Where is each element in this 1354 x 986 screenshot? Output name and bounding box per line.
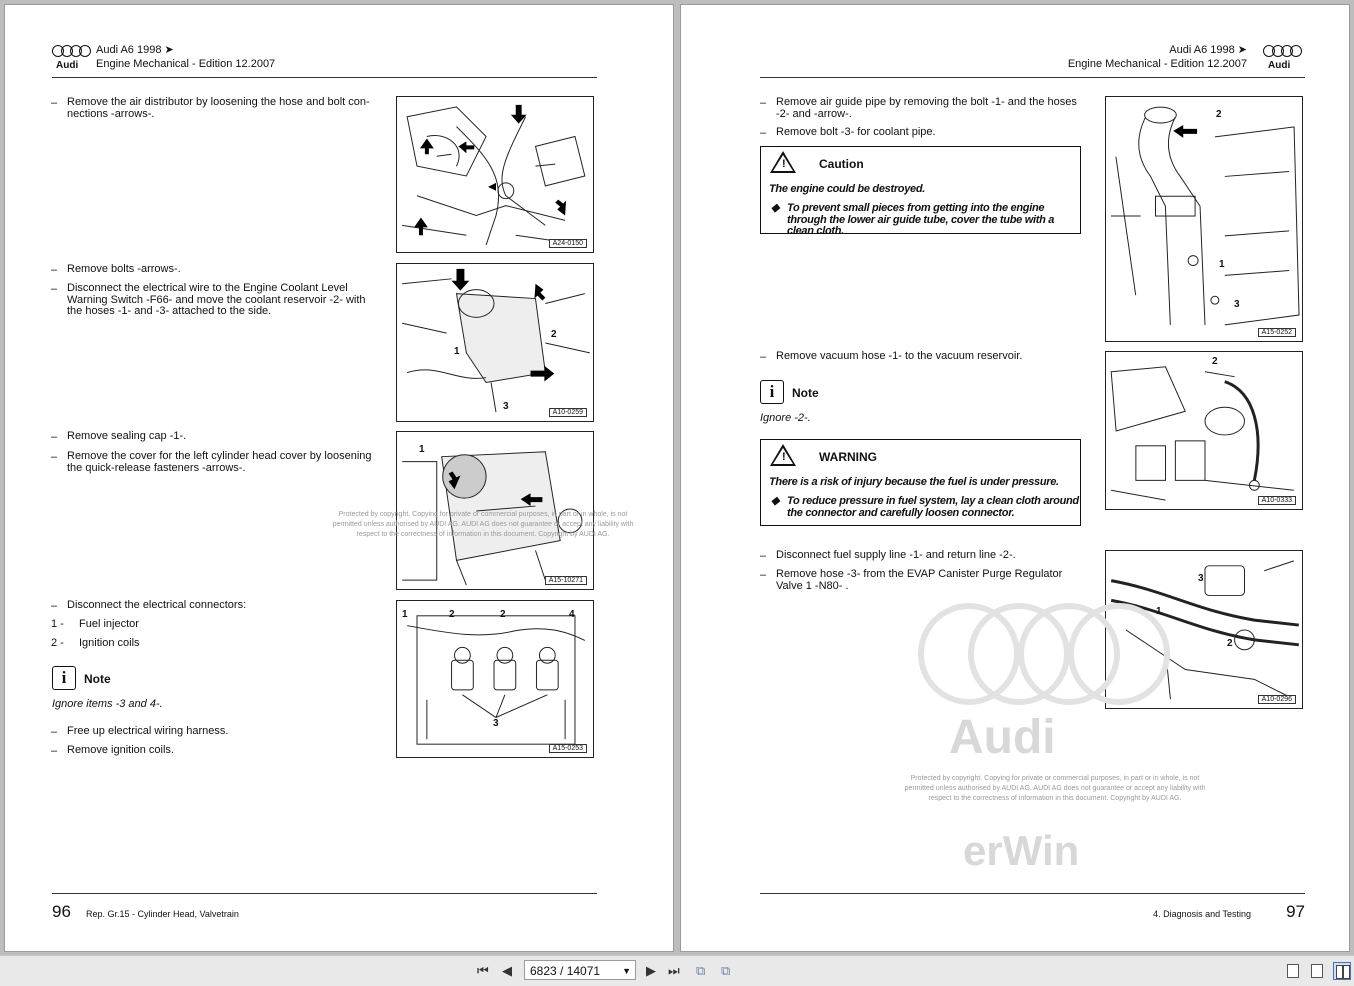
continuous-page-icon[interactable] xyxy=(1311,964,1323,978)
callout: 1 xyxy=(419,444,425,455)
bullet: – xyxy=(760,97,767,109)
list-num: 2 - xyxy=(51,637,64,649)
figure-coolant-reservoir xyxy=(396,263,594,422)
bullet: – xyxy=(51,451,58,463)
step-text: Remove hose -3- from the EVAP Canister Purge Regulator Valve 1 -N80- . xyxy=(776,568,1063,592)
step-text: Remove sealing cap -1-. xyxy=(67,430,187,442)
step-text: Disconnect the electrical wire to the Engine Coolant Level Warning Switch -F66- and move the coolant reservoir -2- with the hoses -1- and -3- attached to the side. xyxy=(67,282,366,317)
watermark-tool: erWin xyxy=(963,827,1080,874)
warning-text: To reduce pressure in fuel system, lay a clean cloth around the connector and carefully loosen connector. xyxy=(787,495,1079,519)
list-text: Fuel injector xyxy=(79,618,139,630)
callout: 2 xyxy=(1227,638,1233,649)
callout: 1 xyxy=(1219,259,1225,270)
bullet: – xyxy=(51,745,58,757)
warning-bullet: ◆ xyxy=(771,495,780,507)
bullet: – xyxy=(760,569,767,581)
engine-illustration xyxy=(1106,97,1302,341)
callout: 2 xyxy=(449,609,455,620)
note-text: Ignore -2-. xyxy=(760,412,811,424)
step-text: Remove vacuum hose -1- to the vacuum reservoir. xyxy=(776,350,1023,362)
figure-id: A10-0259 xyxy=(549,408,587,417)
header-subtitle: Engine Mechanical - Edition 12.2007 xyxy=(96,58,276,70)
last-page-icon[interactable]: ⏭ xyxy=(668,963,680,978)
next-page-icon[interactable]: ▶ xyxy=(646,963,656,978)
step-text: Remove the air distributor by loosening the hose and bolt con- nections -arrows-. xyxy=(67,96,370,120)
engine-illustration xyxy=(397,97,593,252)
page-header xyxy=(760,43,1305,78)
figure-id: A10-0333 xyxy=(1258,496,1296,505)
first-page-icon[interactable]: ⏮ xyxy=(477,963,489,978)
figure-id: A15-0253 xyxy=(549,744,587,753)
callout: 2 xyxy=(551,329,557,340)
step-text: Remove ignition coils. xyxy=(67,744,174,756)
page-header xyxy=(52,43,597,78)
callout: 1 xyxy=(1156,606,1162,617)
note-label: Note xyxy=(84,672,111,686)
callout: 3 xyxy=(1198,573,1204,584)
prev-page-icon[interactable]: ◀ xyxy=(502,963,512,978)
callout: 2 xyxy=(500,609,506,620)
callout: 1 xyxy=(402,609,408,620)
figure-id: A15-0252 xyxy=(1258,328,1296,337)
footer-text: 4. Diagnosis and Testing xyxy=(1153,909,1251,919)
info-icon: i xyxy=(760,380,784,404)
page-footer xyxy=(760,893,1305,921)
page-number-input[interactable] xyxy=(524,960,636,980)
bullet: – xyxy=(51,600,58,612)
warning-icon: ! xyxy=(770,151,796,173)
note-label: Note xyxy=(792,386,819,400)
callout: 2 xyxy=(1212,356,1218,367)
caution-lead: The engine could be destroyed. xyxy=(769,183,926,195)
callout: 3 xyxy=(493,718,499,729)
header-title[interactable]: Audi A6 1998 ➤ xyxy=(96,44,174,56)
warning-title: WARNING xyxy=(819,450,877,464)
bullet: – xyxy=(51,431,58,443)
single-page-icon[interactable] xyxy=(1287,964,1299,978)
right-page xyxy=(681,5,1349,951)
callout: 4 xyxy=(569,609,575,620)
copyright-notice: Protected by copyright. Copying for private or commercial purposes, in part or in whole, is not permitted unless authorised by AUDI AG. AUDI AG does not guarantee or accept any liability with respect to the correctness of information in this document. Copyright by AUDI AG. xyxy=(332,511,634,538)
step-text: Remove the cover for the left cylinder head cover by loosening the quick-release fasteners -arrows-. xyxy=(67,450,372,474)
caution-text: To prevent small pieces from getting into the engine through the lower air guide tube, cover the tube with a clean cloth. xyxy=(787,202,1055,237)
bullet: – xyxy=(51,264,58,276)
info-icon: i xyxy=(52,666,76,690)
caution-title: Caution xyxy=(819,157,864,171)
callout: 3 xyxy=(503,401,509,412)
warning-lead: There is a risk of injury because the fuel is under pressure. xyxy=(769,476,1059,488)
caution-box xyxy=(760,146,1081,237)
figure-air-distributor xyxy=(396,96,594,253)
step-text: Remove bolts -arrows-. xyxy=(67,263,181,275)
page-number: 97 xyxy=(1286,902,1305,921)
audi-brand: Audi xyxy=(1268,60,1291,71)
list-num: 1 - xyxy=(51,618,64,630)
engine-illustration xyxy=(1106,352,1302,509)
page-footer xyxy=(52,893,597,921)
page-number: 96 xyxy=(52,902,71,921)
two-page-icon[interactable] xyxy=(1333,962,1351,980)
step-text: Disconnect the electrical connectors: xyxy=(67,599,247,611)
figure-vacuum-hose xyxy=(1105,351,1303,510)
header-subtitle: Engine Mechanical - Edition 12.2007 xyxy=(1067,58,1247,70)
copyright-notice: Protected by copyright. Copying for private or commercial purposes, in part or in whole, is not permitted unless authorised by AUDI AG. AUDI AG does not guarantee or accept any liability with respect to the correctness of information in this document. Copyright by AUDI AG. xyxy=(904,775,1206,802)
step-text: Remove air guide pipe by removing the bolt -1- and the hoses -2- and -arrow-. xyxy=(776,96,1077,120)
figure-id: A15-10271 xyxy=(545,576,587,585)
callout: 1 xyxy=(454,346,460,357)
callout: 2 xyxy=(1216,109,1222,120)
pdf-navigation-toolbar xyxy=(0,955,1354,986)
bullet: – xyxy=(51,97,58,109)
figure-id: A10-0296 xyxy=(1258,695,1296,704)
page-number-value: 6823 / 14071 xyxy=(530,964,601,978)
step-text: Disconnect fuel supply line -1- and return line -2-. xyxy=(776,549,1016,561)
chevron-down-icon[interactable]: ▼ xyxy=(622,966,631,976)
engine-illustration xyxy=(397,264,593,421)
bullet: – xyxy=(51,283,58,295)
figure-air-guide-pipe xyxy=(1105,96,1303,342)
step-text: Remove bolt -3- for coolant pipe. xyxy=(776,126,936,138)
caution-bullet: ◆ xyxy=(771,202,780,214)
bullet: – xyxy=(760,127,767,139)
figure-electrical-connectors xyxy=(396,600,594,758)
fit-page-icon[interactable]: ⧉ xyxy=(696,963,706,978)
watermark-brand: Audi xyxy=(949,711,1056,764)
left-page xyxy=(5,5,673,951)
warning-icon: ! xyxy=(770,444,796,466)
audi-rings-logo xyxy=(52,45,92,57)
audi-rings-logo xyxy=(1263,45,1303,57)
figure-id: A24-0150 xyxy=(549,239,587,248)
list-text: Ignition coils xyxy=(79,637,140,649)
engine-illustration xyxy=(397,601,593,757)
audi-brand: Audi xyxy=(56,60,79,71)
warning-box xyxy=(760,439,1081,526)
bullet: – xyxy=(51,726,58,738)
bullet: – xyxy=(760,351,767,363)
bullet: – xyxy=(760,550,767,562)
header-title[interactable]: Audi A6 1998 ➤ xyxy=(1169,44,1247,56)
note-text: Ignore items -3 and 4-. xyxy=(52,698,163,710)
callout: 3 xyxy=(1234,299,1240,310)
step-text: Free up electrical wiring harness. xyxy=(67,725,229,737)
footer-text: Rep. Gr.15 - Cylinder Head, Valvetrain xyxy=(86,909,239,919)
fit-width-icon[interactable]: ⧉ xyxy=(721,963,731,978)
watermark-rings xyxy=(918,603,1158,693)
